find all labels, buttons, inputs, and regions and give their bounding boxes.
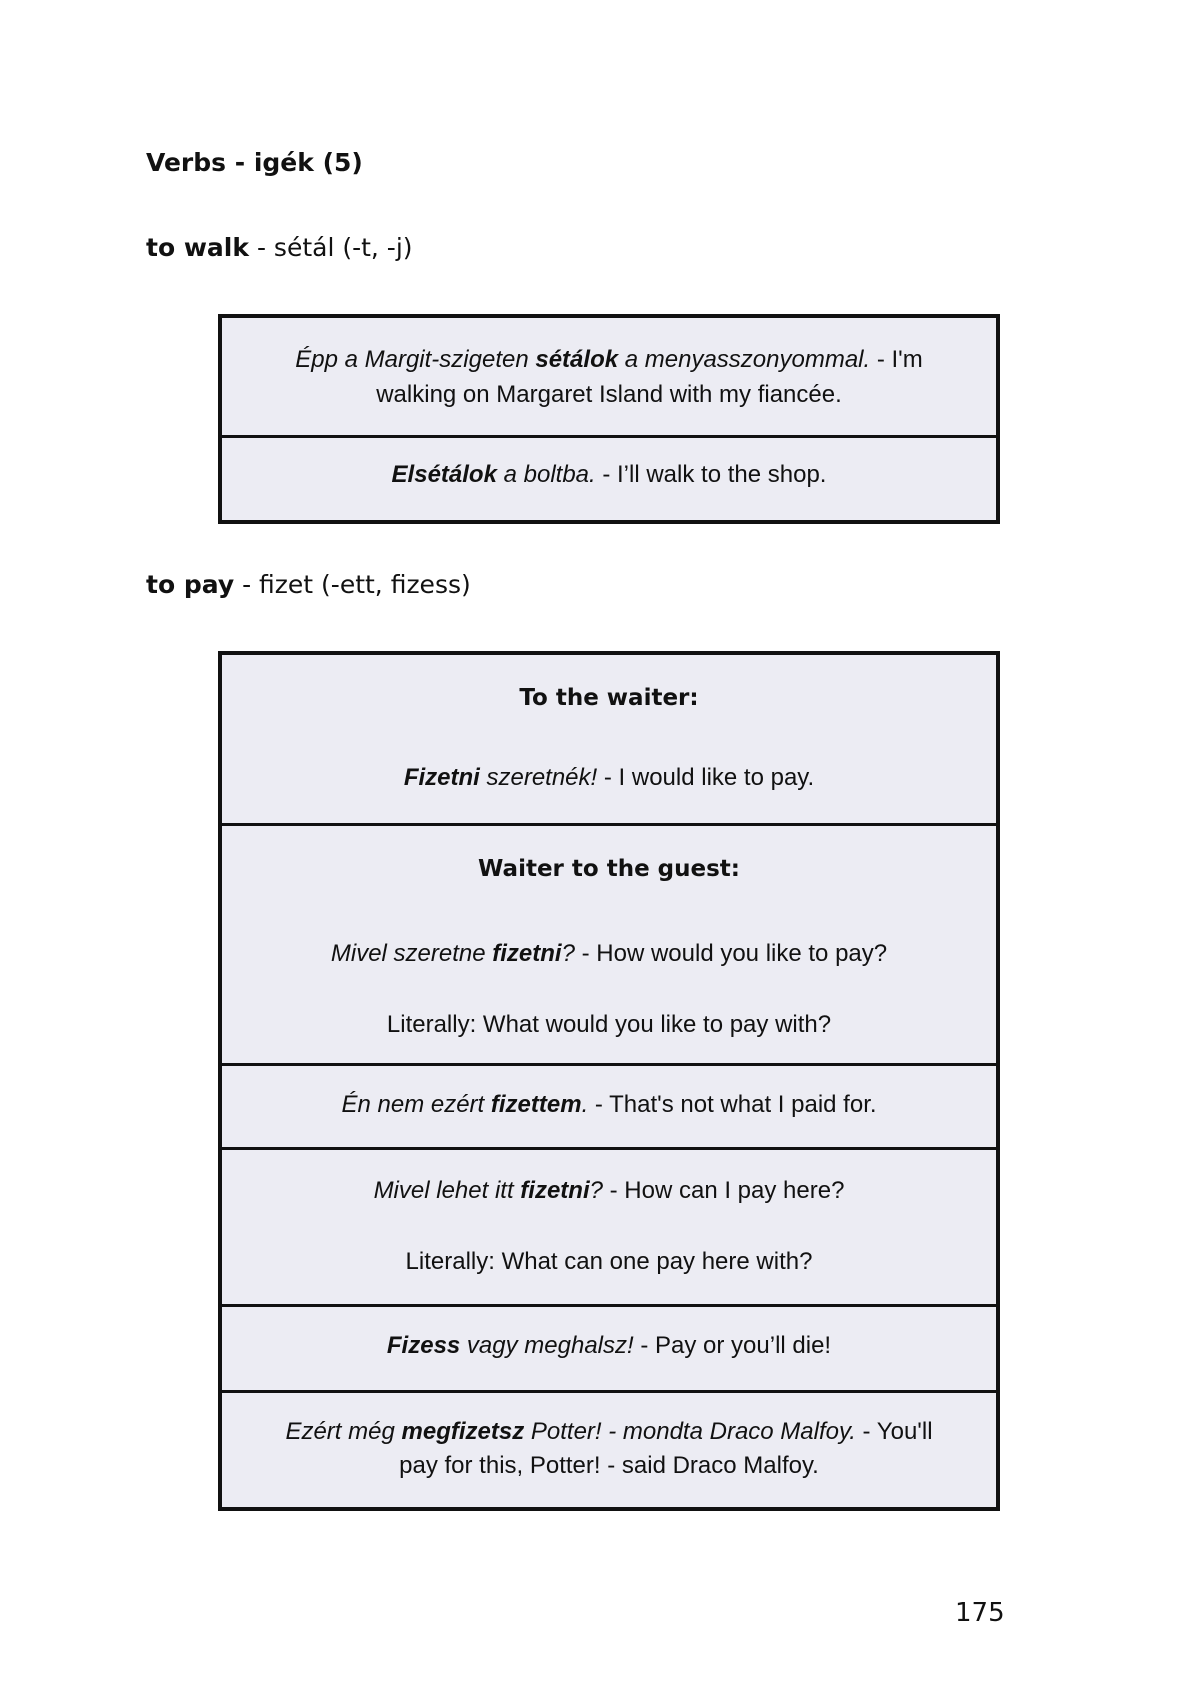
english-translation: - I would like to pay. [597,764,815,791]
verb-heading-walk [146,233,413,262]
verb-highlight: sétálok [535,346,619,373]
verb-highlight: megfizetsz [401,1418,525,1445]
example-row [222,1150,996,1307]
english-translation: walking on Margaret Island with my fiancée. [376,381,842,408]
verb-highlight: fizettem [490,1091,582,1118]
verb-heading-pay [146,570,471,599]
english-translation: - How would you like to pay? [574,940,888,967]
verb-term: to walk [146,233,249,262]
verb-highlight: Fizetni [403,764,480,791]
hungarian-text: Ezért még [285,1418,402,1445]
page-number: 175 [955,1598,1005,1628]
example-table-walk [218,314,1000,524]
verb-highlight: Fizess [386,1332,461,1359]
verb-highlight: fizetni [492,940,562,967]
hungarian-text: Mivel lehet itt [373,1177,521,1204]
english-translation: pay for this, Potter! - said Draco Malfoy. [399,1452,819,1479]
hungarian-text: Én nem ezért [341,1091,491,1118]
verb-term: to pay [146,570,235,599]
example-row [222,655,996,826]
hungarian-text: . [581,1091,589,1118]
hungarian-text: Épp a Margit-szigeten [295,346,536,373]
english-translation: - How can I pay here? [602,1177,845,1204]
example-row [222,826,996,1066]
english-translation: - You'll [855,1418,933,1445]
hungarian-text: a boltba. [496,461,596,488]
row-subheading: To the waiter: [519,685,699,711]
hungarian-text: Mivel szeretne [330,940,493,967]
literal-translation: Literally: What would you like to pay with? [386,1011,832,1038]
english-translation: - Pay or you’ll die! [633,1332,832,1359]
row-subheading: Waiter to the guest: [478,856,740,882]
hungarian-text: Potter! - mondta Draco Malfoy. [524,1418,856,1445]
example-row [222,318,996,438]
example-row [222,1307,996,1393]
verb-definition: - fizet (-ett, fizess) [234,570,471,599]
example-table-pay [218,651,1000,1511]
english-translation: - I’ll walk to the shop. [595,461,827,488]
verb-highlight: fizetni [520,1177,590,1204]
example-row [222,1066,996,1150]
english-translation: - That's not what I paid for. [588,1091,877,1118]
example-row [222,1393,996,1507]
verb-definition: - sétál (-t, -j) [249,233,413,262]
hungarian-text: ? [589,1177,603,1204]
verb-highlight: Elsétálok [391,461,497,488]
hungarian-text: a menyasszonyommal. [618,346,871,373]
page-title: Verbs - igék (5) [146,148,363,177]
literal-translation: Literally: What can one pay here with? [405,1248,813,1275]
hungarian-text: ? [561,940,575,967]
hungarian-text: szeretnék! [479,764,598,791]
example-row [222,438,996,520]
hungarian-text: vagy meghalsz! [460,1332,634,1359]
english-translation: - I'm [870,346,923,373]
